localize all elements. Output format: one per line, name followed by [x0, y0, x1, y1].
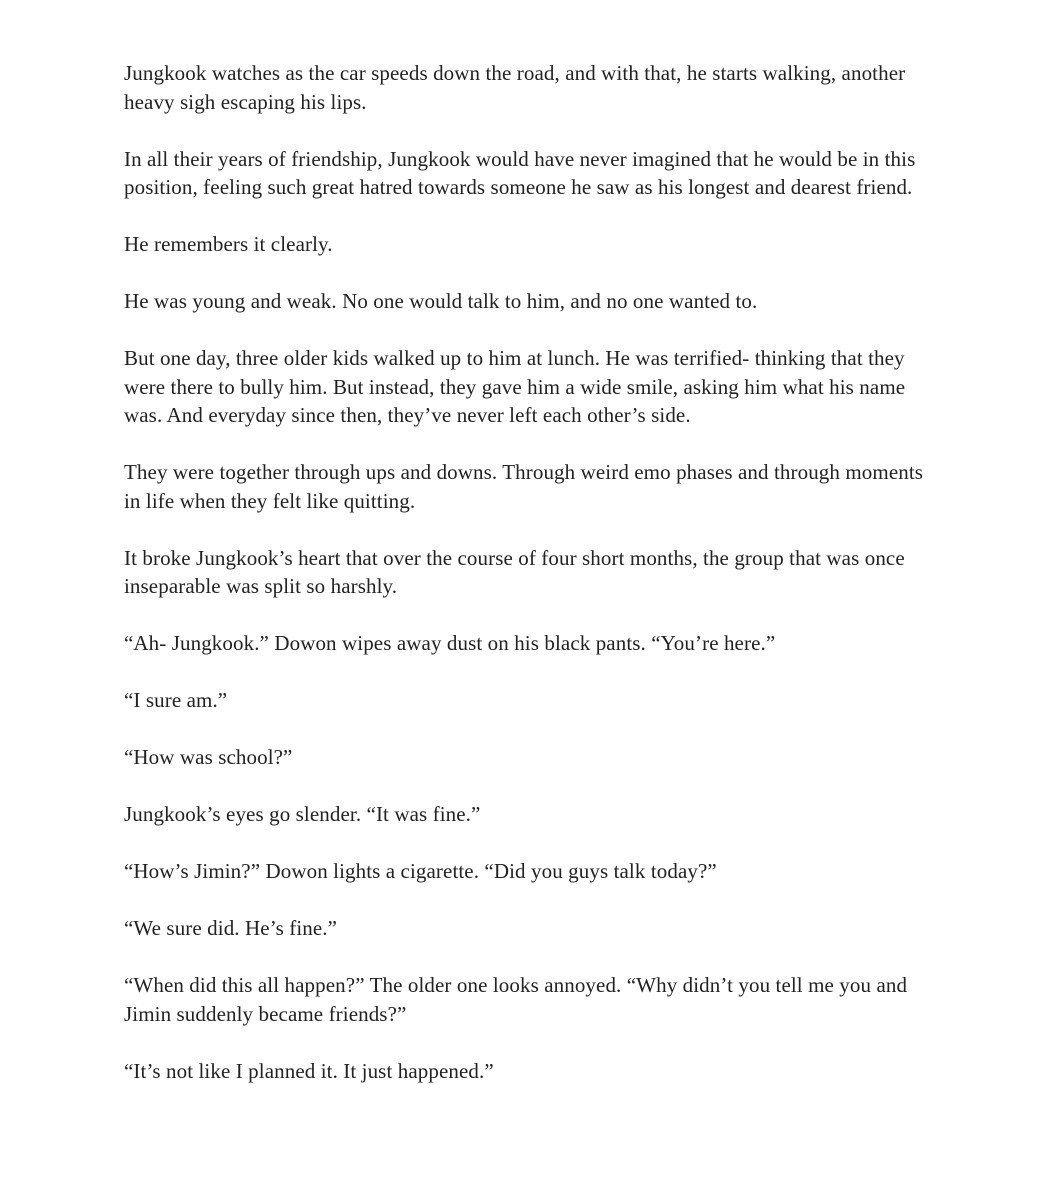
- story-text: [124, 59, 944, 1085]
- dialogue-paragraph: “How was school?”: [124, 745, 293, 769]
- paragraph: In all their years of friendship, Jungkook would have never imagined that he would be in this position, feeling such great hatred towards someone he saw as his longest and dearest friend.: [124, 146, 916, 199]
- dialogue-paragraph: Jungkook’s eyes go slender. “It was fine.”: [124, 802, 481, 826]
- paragraph: It broke Jungkook’s heart that over the course of four short months, the group that was once inseparable was split so harshly.: [124, 545, 905, 598]
- paragraph: Jungkook watches as the car speeds down the road, and with that, he starts walking, another heavy sigh escaping his lips.: [124, 61, 906, 114]
- dialogue-paragraph: “It’s not like I planned it. It just happened.”: [124, 1058, 494, 1083]
- paragraph: But one day, three older kids walked up to him at lunch. He was terrified- thinking that they were there to bully him. But instead, they gave him a wide smile, asking him what his name was. And everyday since then, they’ve never left each other’s side.: [124, 346, 906, 427]
- dialogue-paragraph: “How’s Jimin?” Dowon lights a cigarette. “Did you guys talk today?”: [124, 859, 717, 883]
- paragraph: He was young and weak. No one would talk to him, and no one wanted to.: [124, 289, 758, 313]
- dialogue-paragraph: “We sure did. He’s fine.”: [124, 916, 338, 940]
- dialogue-paragraph: “I sure am.”: [124, 688, 228, 712]
- dialogue-paragraph: “When did this all happen?” The older one looks annoyed. “Why didn’t you tell me you and Jimin suddenly became friends?”: [124, 973, 908, 1026]
- paragraph: They were together through ups and downs. Through weird emo phases and through moments in life when they felt like quitting.: [124, 460, 924, 513]
- paragraph: He remembers it clearly.: [124, 232, 333, 256]
- dialogue-paragraph: “Ah- Jungkook.” Dowon wipes away dust on his black pants. “You’re here.”: [124, 631, 776, 655]
